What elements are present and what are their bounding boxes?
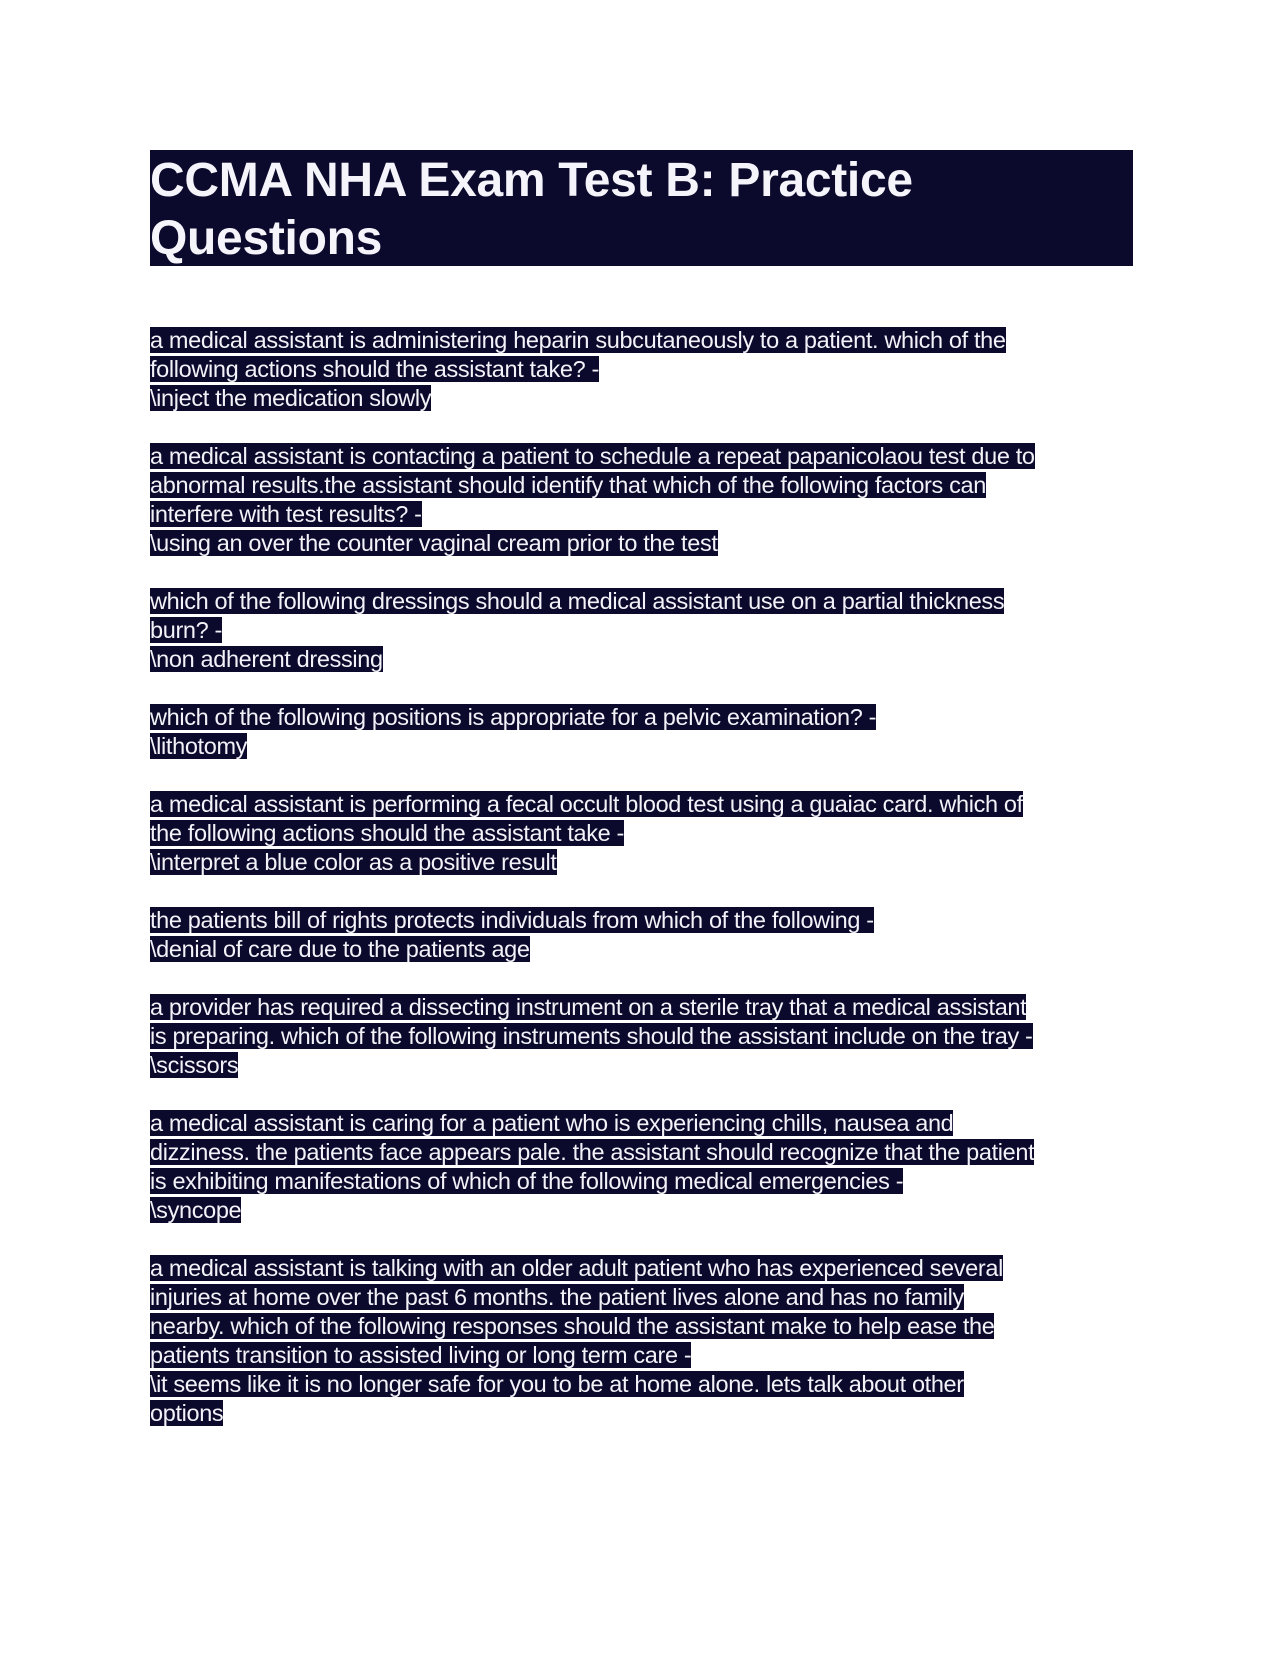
highlighted-text: \using an over the counter vaginal cream prior to the test	[150, 530, 718, 556]
question-item	[150, 1254, 1150, 1428]
question-line	[150, 442, 1150, 471]
answer-line	[150, 732, 1150, 761]
highlighted-text: interfere with test results? -	[150, 501, 422, 527]
question-line	[150, 326, 1150, 355]
question-line	[150, 587, 1150, 616]
highlighted-text: which of the following positions is appropriate for a pelvic examination? -	[150, 704, 877, 730]
question-item	[150, 993, 1150, 1080]
question-line	[150, 993, 1150, 1022]
question-item	[150, 587, 1150, 674]
answer-line	[150, 1370, 1150, 1399]
highlighted-text: the following actions should the assistant take -	[150, 820, 625, 846]
question-line	[150, 703, 1150, 732]
highlighted-text: burn? -	[150, 617, 223, 643]
question-line	[150, 1022, 1150, 1051]
highlighted-text: abnormal results.the assistant should identify that which of the following factors can	[150, 472, 986, 498]
question-line	[150, 1312, 1150, 1341]
question-line	[150, 1283, 1150, 1312]
highlighted-text: \syncope	[150, 1197, 242, 1223]
document-title: CCMA NHA Exam Test B: Practice Questions	[150, 154, 913, 265]
highlighted-text: a medical assistant is talking with an older adult patient who has experienced several	[150, 1255, 1003, 1281]
question-line	[150, 819, 1150, 848]
question-list	[150, 326, 1150, 1457]
highlighted-text: dizziness. the patients face appears pale. the assistant should recognize that the patient	[150, 1139, 1035, 1165]
answer-line	[150, 384, 1150, 413]
question-item	[150, 906, 1150, 964]
highlighted-text: \denial of care due to the patients age	[150, 936, 530, 962]
question-line	[150, 471, 1150, 500]
highlighted-text: a provider has required a dissecting instrument on a sterile tray that a medical assistant	[150, 994, 1027, 1020]
question-line	[150, 790, 1150, 819]
highlighted-text: \non adherent dressing	[150, 646, 383, 672]
answer-line	[150, 1051, 1150, 1080]
answer-line	[150, 645, 1150, 674]
answer-line	[150, 529, 1150, 558]
highlighted-text: which of the following dressings should a medical assistant use on a partial thickness	[150, 588, 1005, 614]
question-line	[150, 1341, 1150, 1370]
answer-line	[150, 848, 1150, 877]
highlighted-text: a medical assistant is administering heparin subcutaneously to a patient. which of the	[150, 327, 1006, 353]
question-item	[150, 1109, 1150, 1225]
highlighted-text: \lithotomy	[150, 733, 248, 759]
question-item	[150, 442, 1150, 558]
highlighted-text: \interpret a blue color as a positive result	[150, 849, 557, 875]
answer-line	[150, 1399, 1150, 1428]
highlighted-text: a medical assistant is performing a fecal occult blood test using a guaiac card. which of	[150, 791, 1023, 817]
question-item	[150, 703, 1150, 761]
question-item	[150, 326, 1150, 413]
highlighted-text: is exhibiting manifestations of which of the following medical emergencies -	[150, 1168, 904, 1194]
highlighted-text: \inject the medication slowly	[150, 385, 432, 411]
highlighted-text: a medical assistant is caring for a patient who is experiencing chills, nausea and	[150, 1110, 954, 1136]
question-line	[150, 906, 1150, 935]
title-banner	[150, 150, 1133, 266]
highlighted-text: \scissors	[150, 1052, 239, 1078]
question-line	[150, 500, 1150, 529]
highlighted-text: \it seems like it is no longer safe for you to be at home alone. lets talk about other	[150, 1371, 964, 1397]
question-line	[150, 355, 1150, 384]
answer-line	[150, 1196, 1150, 1225]
highlighted-text: following actions should the assistant take? -	[150, 356, 599, 382]
highlighted-text: injuries at home over the past 6 months. the patient lives alone and has no family	[150, 1284, 964, 1310]
question-item	[150, 790, 1150, 877]
question-line	[150, 1138, 1150, 1167]
highlighted-text: the patients bill of rights protects individuals from which of the following -	[150, 907, 874, 933]
highlighted-text: a medical assistant is contacting a patient to schedule a repeat papanicolaou test due to	[150, 443, 1035, 469]
highlighted-text: patients transition to assisted living or long term care -	[150, 1342, 692, 1368]
highlighted-text: nearby. which of the following responses should the assistant make to help ease the	[150, 1313, 995, 1339]
highlighted-text: options	[150, 1400, 224, 1426]
question-line	[150, 1167, 1150, 1196]
question-line	[150, 1254, 1150, 1283]
question-line	[150, 1109, 1150, 1138]
question-line	[150, 616, 1150, 645]
highlighted-text: is preparing. which of the following instruments should the assistant include on the tray -	[150, 1023, 1033, 1049]
answer-line	[150, 935, 1150, 964]
